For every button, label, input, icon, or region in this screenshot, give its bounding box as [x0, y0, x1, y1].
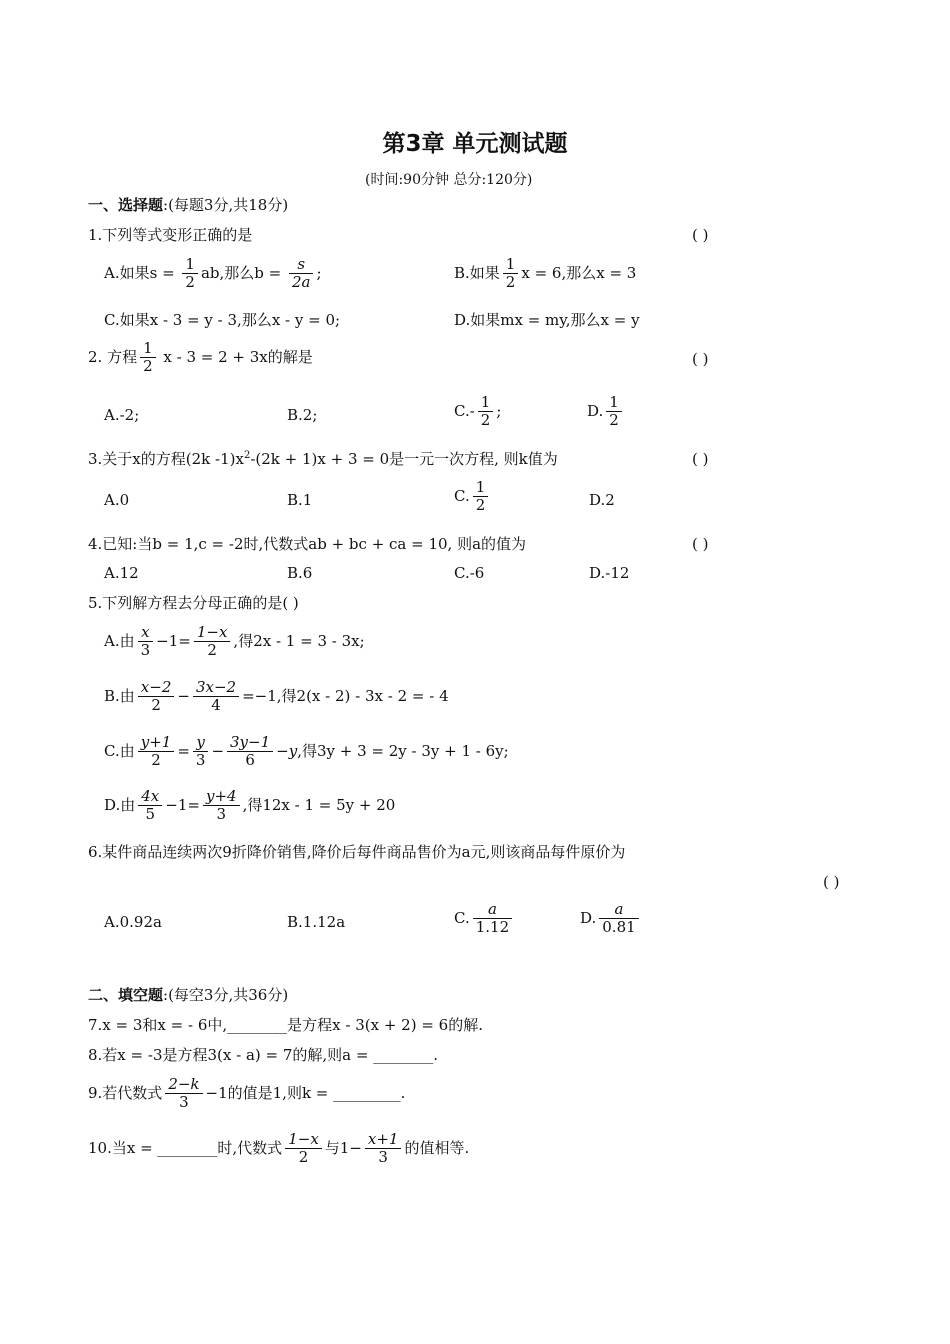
numerator: y	[193, 734, 209, 752]
q4-option-a: A.12	[104, 564, 139, 582]
section1-heading	[88, 196, 288, 214]
q2-option-a: A.-2;	[104, 406, 140, 424]
denominator: 2	[143, 357, 153, 376]
fraction	[194, 624, 231, 660]
denominator: 3	[378, 1148, 388, 1167]
q3-pre: 3.关于x的方程(2k -1)x	[88, 450, 244, 468]
numerator: x	[138, 624, 154, 642]
denominator: 3	[216, 805, 227, 824]
q6-option-d	[580, 901, 642, 937]
denominator: 2	[475, 496, 486, 515]
numerator: 1	[478, 394, 494, 412]
q3-option-c	[454, 479, 491, 515]
fraction	[193, 734, 209, 770]
q1-a-mid: ab,那么b =	[200, 263, 286, 282]
denominator: 6	[245, 751, 255, 770]
numerator: x+1	[365, 1131, 402, 1149]
denominator: 2	[298, 1148, 309, 1167]
q2-option-c	[454, 394, 501, 430]
q5-c-post: ,得3y + 3 = 2y - 3y + 1 - 6y;	[297, 741, 509, 760]
denominator: 4	[211, 696, 221, 715]
denominator: 2	[207, 641, 217, 660]
q2-option-d	[587, 394, 625, 430]
q2-stem	[88, 340, 313, 376]
q3-option-b: B.1	[287, 491, 313, 509]
numerator: y+1	[138, 734, 175, 752]
numerator: x−2	[138, 679, 175, 697]
denominator: 0.81	[602, 918, 636, 937]
fraction	[599, 901, 638, 937]
fraction	[203, 788, 240, 824]
fraction	[193, 679, 239, 715]
numerator: a	[599, 901, 638, 919]
q5-b-mid: −	[177, 686, 190, 705]
q6-option-c	[454, 901, 515, 937]
q5-b-pre: B.由	[104, 686, 135, 705]
denominator: 2	[609, 411, 619, 430]
q4-option-b: B.6	[287, 564, 313, 582]
q9-mid: −1	[205, 1083, 228, 1102]
q3-c-pre: C.	[454, 486, 470, 505]
q5-c-mid2: −	[211, 741, 225, 760]
q3-stem	[88, 450, 558, 468]
fraction	[473, 479, 489, 515]
q1-a-post: ;	[316, 263, 322, 282]
fraction	[138, 624, 154, 660]
numerator: 1	[606, 394, 622, 412]
fraction	[138, 788, 162, 824]
q1-option-b	[454, 256, 636, 292]
q1-b-pre: B.如果	[454, 263, 500, 282]
q5-a-pre: A.由	[104, 631, 135, 650]
q3-post: -(2k + 1)x + 3 = 0是一元一次方程, 则k值为	[250, 450, 558, 468]
fraction	[138, 734, 175, 770]
numerator: s	[289, 256, 314, 274]
q5-stem: 5.下列解方程去分母正确的是( )	[88, 594, 299, 612]
fraction	[503, 256, 519, 292]
q5-option-b	[104, 679, 449, 715]
q5-option-a	[104, 624, 365, 660]
fraction	[165, 1076, 202, 1112]
q5-a-post: ,得2x - 1 = 3 - 3x;	[233, 631, 365, 650]
q4-option-c: C.-6	[454, 564, 485, 582]
q3-answer-paren: ( )	[692, 450, 709, 468]
q2-pre: 2. 方程	[88, 347, 138, 366]
denominator: 2a	[291, 273, 311, 292]
q5-a-mid: −1=	[156, 631, 191, 650]
fraction	[365, 1131, 402, 1167]
q7: 7.x = 3和x = - 6中,________是方程x - 3(x + 2) = 6的解.	[88, 1016, 483, 1034]
q10-pre: 10.当x = ________时,代数式	[88, 1138, 283, 1157]
q5-b-post: ,得2(x - 2) - 3x - 2 = - 4	[276, 686, 449, 705]
q5-option-c	[104, 734, 509, 770]
q5-b-rhs: =−1	[242, 686, 277, 705]
q2-c-pre: C.-	[454, 401, 475, 420]
page-title: 第3章 单元测试题	[382, 131, 568, 157]
q3-option-d: D.2	[589, 491, 615, 509]
q9	[88, 1076, 405, 1112]
denominator: 2	[505, 273, 516, 292]
fraction	[182, 256, 198, 292]
q1-option-d: D.如果mx = my,那么x = y	[454, 311, 640, 329]
numerator: 3y−1	[227, 734, 273, 752]
numerator: a	[473, 901, 512, 919]
fraction	[478, 394, 494, 430]
q10	[88, 1131, 469, 1167]
numerator: y+4	[203, 788, 240, 806]
numerator: 4x	[138, 788, 162, 806]
q1-a-pre: A.如果s =	[104, 263, 180, 282]
q6-c-pre: C.	[454, 908, 470, 927]
fraction	[289, 256, 314, 292]
numerator: 1	[473, 479, 489, 497]
denominator: 1.12	[475, 918, 510, 937]
q9-post: 的值是1,则k = _________.	[227, 1083, 406, 1102]
denominator: 3	[140, 641, 151, 660]
numerator: 2−k	[165, 1076, 202, 1094]
section1-note: :(每题3分,共18分)	[163, 196, 289, 214]
section2-note: :(每空3分,共36分)	[163, 986, 289, 1004]
fraction	[473, 901, 512, 937]
section2-title: 二、填空题	[88, 986, 164, 1004]
q5-c-mid: =	[177, 741, 190, 760]
numerator: 1−x	[285, 1131, 322, 1149]
fraction	[606, 394, 622, 430]
denominator: 2	[151, 696, 161, 715]
numerator: 1−x	[194, 624, 231, 642]
denominator: 5	[145, 805, 156, 824]
q6-option-b: B.1.12a	[287, 913, 346, 931]
q2-post: x - 3 = 2 + 3x的解是	[158, 347, 313, 366]
numerator: 3x−2	[193, 679, 239, 697]
section2-heading	[88, 986, 288, 1004]
q9-pre: 9.若代数式	[88, 1083, 163, 1102]
q5-c-pre: C.由	[104, 741, 135, 760]
q2-c-post: ;	[496, 401, 502, 420]
q10-post: 的值相等.	[404, 1138, 470, 1157]
q5-c-mid3: −y	[276, 741, 298, 760]
q6-stem: 6.某件商品连续两次9折降价销售,降价后每件商品售价为a元,则该商品每件原价为	[88, 843, 626, 861]
denominator: 2	[185, 273, 195, 292]
fraction	[140, 340, 156, 376]
exponent: 2	[243, 450, 251, 461]
q1-answer-paren: ( )	[692, 226, 709, 244]
q4-option-d: D.-12	[589, 564, 630, 582]
numerator: 1	[140, 340, 156, 358]
q6-option-a: A.0.92a	[104, 913, 162, 931]
q1-option-a	[104, 256, 322, 292]
denominator: 2	[480, 411, 491, 430]
section1-title: 一、选择题	[88, 196, 164, 214]
q8: 8.若x = -3是方程3(x - a) = 7的解,则a = ________.	[88, 1046, 438, 1064]
q5-d-mid: −1=	[165, 795, 200, 814]
q3-option-a: A.0	[104, 491, 130, 509]
q1-b-post: x = 6,那么x = 3	[521, 263, 637, 282]
fraction	[285, 1131, 322, 1167]
denominator: 3	[195, 751, 206, 770]
denominator: 3	[179, 1093, 189, 1112]
q4-stem: 4.已知:当b = 1,c = -2时,代数式ab + bc + ca = 10, 则a的值为	[88, 535, 527, 553]
q10-mid: 与1−	[324, 1138, 362, 1157]
q2-answer-paren: ( )	[692, 350, 709, 368]
q1-option-c: C.如果x - 3 = y - 3,那么x - y = 0;	[104, 311, 341, 329]
q1-stem: 1.下列等式变形正确的是	[88, 226, 253, 244]
q5-d-post: ,得12x - 1 = 5y + 20	[242, 795, 396, 814]
fraction	[138, 679, 175, 715]
q6-d-pre: D.	[580, 908, 597, 927]
numerator: 1	[503, 256, 519, 274]
denominator: 2	[151, 751, 161, 770]
q4-answer-paren: ( )	[692, 535, 709, 553]
exam-meta: (时间:90分钟 总分:120分)	[365, 172, 533, 188]
q2-d-pre: D.	[587, 401, 604, 420]
fraction	[227, 734, 273, 770]
q2-option-b: B.2;	[287, 406, 318, 424]
q6-answer-paren: ( )	[823, 873, 840, 891]
numerator: 1	[182, 256, 198, 274]
q5-d-pre: D.由	[104, 795, 136, 814]
q5-option-d	[104, 788, 395, 824]
